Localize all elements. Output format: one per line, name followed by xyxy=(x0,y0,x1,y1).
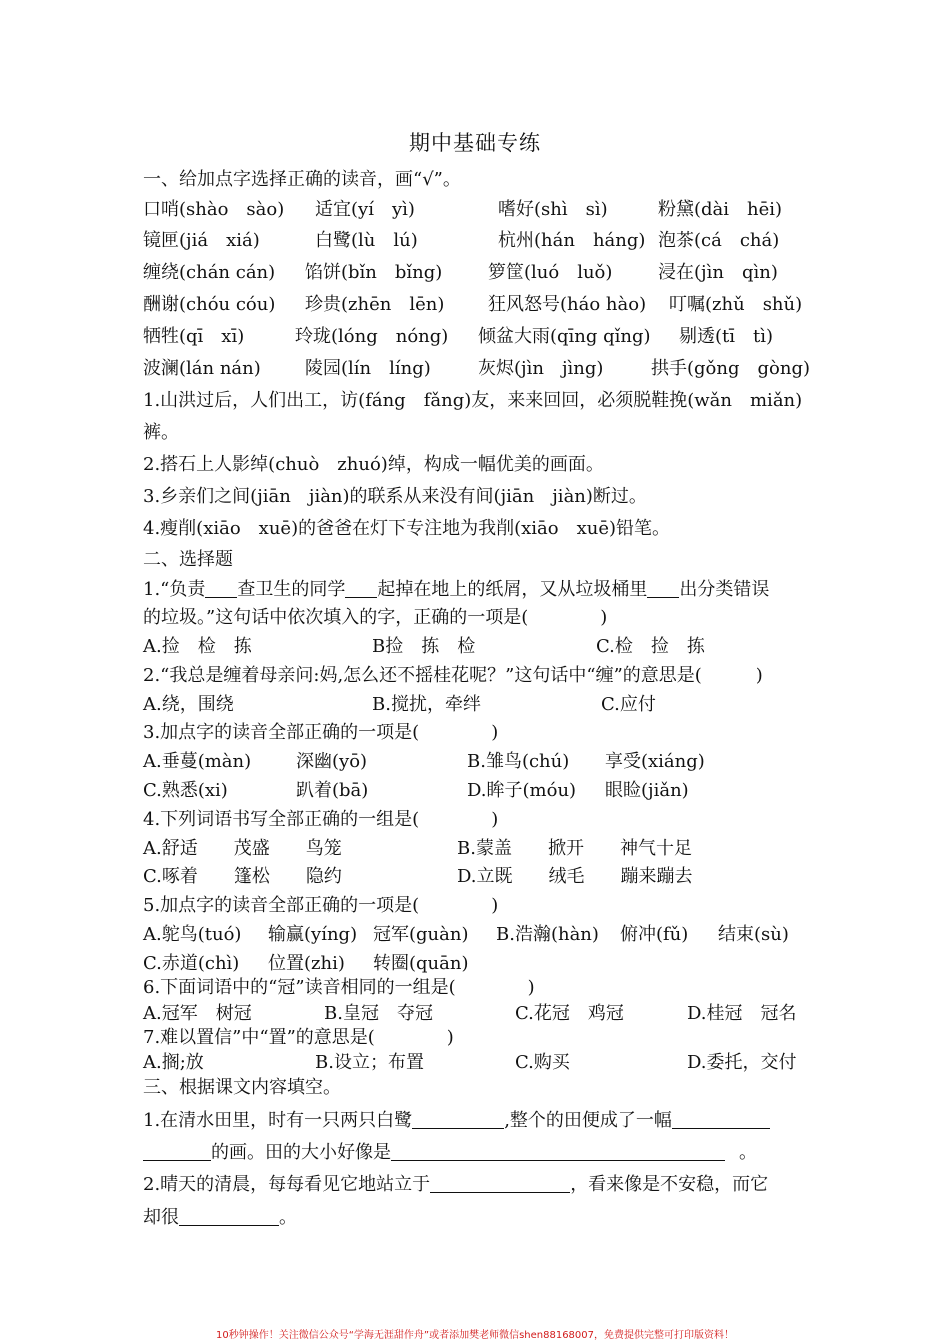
option: A.搁;放 xyxy=(143,1052,204,1073)
option: C.购买 xyxy=(515,1052,570,1073)
option: C.检 捡 拣 xyxy=(596,636,705,657)
option: 冠军(guàn) xyxy=(373,924,469,945)
option: B.搅扰，牵绊 xyxy=(372,694,481,715)
pinyin-item: 适宜(yí yì) xyxy=(315,199,415,220)
option: 位置(zhi) xyxy=(268,953,345,974)
choice-q3: 3.加点字的读音全部正确的一项是( ) xyxy=(143,722,499,743)
option: 结束(sù) xyxy=(718,924,789,945)
option: B.浩瀚(hàn) xyxy=(496,924,599,945)
choice-q1-line2: 的垃圾。”这句话中依次填入的字，正确的一项是( ) xyxy=(143,607,608,628)
option: C.花冠 鸡冠 xyxy=(515,1003,624,1024)
pinyin-item: 嗜好(shì sì) xyxy=(498,199,608,220)
option: 趴着(bā) xyxy=(296,780,369,801)
sentence-4: 4.瘦削(xiāo xuē)的爸爸在灯下专注地为我削(xiāo xuē)铅笔。 xyxy=(143,518,671,539)
pinyin-item: 酬谢(chóu cóu) xyxy=(143,294,276,315)
pinyin-item: 玲珑(lóng nóng) xyxy=(295,326,449,347)
pinyin-item: 粉黛(dài hēi) xyxy=(658,199,783,220)
pinyin-item: 倾盆大雨(qīng qǐng) xyxy=(478,326,651,347)
option: A.垂蔓(màn) xyxy=(143,751,252,772)
fill-blank[interactable] xyxy=(391,1142,725,1161)
q1-part2: 查卫生的同学 xyxy=(237,579,346,600)
pinyin-item: 拱手(gǒng gòng) xyxy=(651,358,810,379)
sentence-1a: 1.山洪过后，人们出工，访(fáng fǎng)友，来来回回，必须脱鞋挽(wǎn miǎn) xyxy=(143,390,803,411)
pinyin-item: 白鹭(lù lú) xyxy=(315,230,418,251)
option: A.捡 检 拣 xyxy=(143,636,252,657)
q1-part3: 起掉在地上的纸屑，又从垃圾桶里 xyxy=(377,579,648,600)
option: C.应付 xyxy=(601,694,656,715)
fill-blank[interactable] xyxy=(647,579,679,598)
choice-q6: 6.下面词语中的“冠”读音相同的一组是( ) xyxy=(143,977,535,998)
fill-blank[interactable] xyxy=(672,1110,770,1129)
fill-q1-line1 xyxy=(143,1110,808,1132)
fill-q2-part1: 2.晴天的清晨，每每看见它地站立于 xyxy=(143,1174,431,1195)
fill-q2-line2 xyxy=(143,1207,808,1229)
option: A.舒适 茂盛 鸟笼 xyxy=(143,838,342,859)
pinyin-item: 缠绕(chán cán) xyxy=(143,262,276,283)
option: B捡 拣 检 xyxy=(372,636,476,657)
sentence-1b: 裤。 xyxy=(143,422,179,443)
footer-note: 10秒钟操作！关注微信公众号“学海无涯甜作舟”或者添加樊老师微信shen88168007，免费提供完整可打印版资料！ xyxy=(215,1330,735,1341)
fill-blank[interactable] xyxy=(205,579,237,598)
choice-q4: 4.下列词语书写全部正确的一组是( ) xyxy=(143,809,499,830)
pinyin-item: 灰烬(jìn jìng) xyxy=(478,358,604,379)
fill-blank[interactable] xyxy=(143,1142,211,1161)
option: B.皇冠 夺冠 xyxy=(324,1003,433,1024)
option: 享受(xiáng) xyxy=(605,751,705,772)
fill-q1-part3: 的画。田的大小好像是 xyxy=(211,1142,391,1163)
section-1-heading: 一、给加点字选择正确的读音，画“√”。 xyxy=(143,169,461,190)
option: B.设立；布置 xyxy=(315,1052,424,1073)
option: C.赤道(chì) xyxy=(143,953,240,974)
option: C.熟悉(xi) xyxy=(143,780,228,801)
option: 转圈(quān) xyxy=(373,953,469,974)
pinyin-item: 牺牲(qī xī) xyxy=(143,326,245,347)
option: B.蒙盖 掀开 神气十足 xyxy=(457,838,692,859)
pinyin-item: 陵园(lín líng) xyxy=(305,358,431,379)
fill-q1-part4: 。 xyxy=(739,1142,757,1163)
fill-blank[interactable] xyxy=(412,1110,504,1129)
section-2-heading: 二、选择题 xyxy=(143,549,233,570)
pinyin-item: 泡茶(cá chá) xyxy=(658,230,780,251)
fill-q1-line2 xyxy=(143,1142,808,1164)
pinyin-item: 珍贵(zhēn lēn) xyxy=(305,294,445,315)
fill-blank[interactable] xyxy=(345,579,377,598)
option: 眼睑(jiǎn) xyxy=(605,780,689,801)
option: D.立既 绒毛 蹦来蹦去 xyxy=(457,866,693,887)
option: 输赢(yíng) xyxy=(268,924,358,945)
q1-part4: 出分类错误 xyxy=(679,579,770,600)
fill-q1-part1: 1.在清水田里，时有一只两只白鹭 xyxy=(143,1110,413,1131)
fill-q2-part4: 。 xyxy=(279,1207,297,1228)
sentence-3: 3.乡亲们之间(jiān jiàn)的联系从来没有间(jiān jiàn)断过。 xyxy=(143,486,647,507)
pinyin-item: 箩筐(luó luǒ) xyxy=(488,262,613,283)
pinyin-item: 叮嘱(zhǔ shǔ) xyxy=(669,294,803,315)
page-title: 期中基础专练 xyxy=(409,131,541,155)
pinyin-item: 镜匣(jiá xiá) xyxy=(143,230,260,251)
q1-part1: 1.“负责 xyxy=(143,579,206,600)
fill-q2-line1 xyxy=(143,1174,808,1196)
choice-q7: 7.难以置信”中“置”的意思是( ) xyxy=(143,1027,454,1048)
option: D.委托，交付 xyxy=(687,1052,797,1073)
pinyin-item: 剔透(tī tì) xyxy=(679,326,774,347)
fill-q2-part3: 却很 xyxy=(143,1207,179,1228)
option: 俯冲(fǔ) xyxy=(620,924,689,945)
option: 深幽(yō) xyxy=(296,751,368,772)
fill-blank[interactable] xyxy=(179,1207,279,1226)
pinyin-item: 口哨(shào sào) xyxy=(143,199,285,220)
option: B.雏鸟(chú) xyxy=(467,751,570,772)
option: D.眸子(móu) xyxy=(467,780,577,801)
option: A.鸵鸟(tuó) xyxy=(143,924,242,945)
fill-q2-part2: ，看来像是不安稳，而它 xyxy=(570,1174,769,1195)
fill-q1-part2: ,整个的田便成了一幅 xyxy=(504,1110,672,1131)
option: A.冠军 树冠 xyxy=(143,1003,252,1024)
choice-q5: 5.加点字的读音全部正确的一项是( ) xyxy=(143,895,499,916)
option: A.绕，围绕 xyxy=(143,694,234,715)
option: C.啄着 篷松 隐约 xyxy=(143,866,342,887)
choice-q2: 2.“我总是缠着母亲问:妈,怎么还不摇桂花呢？”这句话中“缠”的意思是( ) xyxy=(143,665,763,686)
pinyin-item: 馅饼(bǐn bǐng) xyxy=(305,262,443,283)
pinyin-item: 杭州(hán háng) xyxy=(498,230,646,251)
fill-blank[interactable] xyxy=(430,1174,570,1193)
sentence-2: 2.搭石上人影绰(chuò zhuó)绰，构成一幅优美的画面。 xyxy=(143,454,604,475)
pinyin-item: 浸在(jìn qìn) xyxy=(658,262,778,283)
option: D.桂冠 冠名 xyxy=(687,1003,797,1024)
choice-q1-line1 xyxy=(143,579,808,601)
pinyin-item: 狂风怒号(háo hào) xyxy=(488,294,647,315)
section-3-heading: 三、根据课文内容填空。 xyxy=(143,1077,341,1098)
pinyin-item: 波澜(lán nán) xyxy=(143,358,261,379)
